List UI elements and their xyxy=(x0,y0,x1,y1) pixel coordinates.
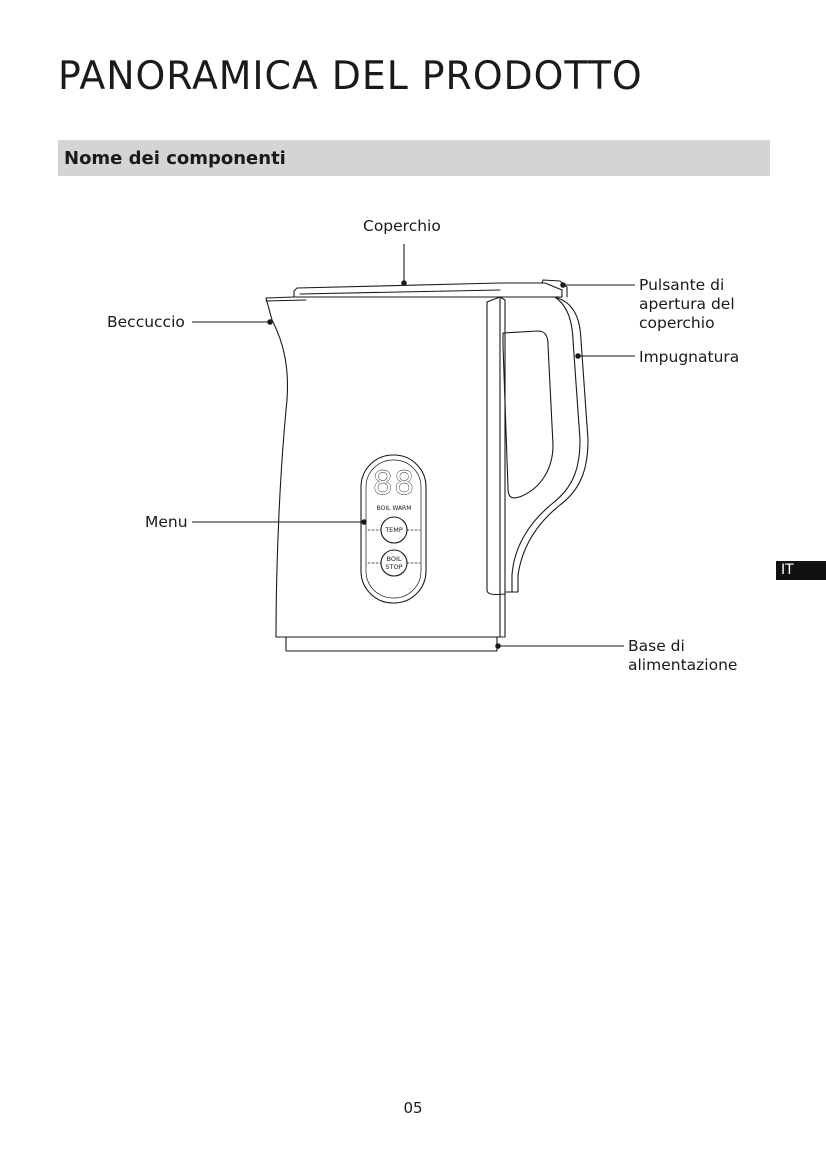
boil-button-label-line1: BOIL xyxy=(386,555,402,563)
label-power-base: Base di alimentazione xyxy=(628,637,738,674)
boil-button-label-line2: STOP xyxy=(385,563,403,571)
kettle-lid xyxy=(294,283,562,297)
language-tab xyxy=(776,561,826,580)
handle-grip-opening xyxy=(503,331,553,498)
temp-button-label: TEMP xyxy=(385,526,403,534)
label-handle: Impugnatura xyxy=(639,348,740,366)
label-menu: Menu xyxy=(145,513,188,531)
section-title: Nome dei componenti xyxy=(64,148,286,169)
page-number: 05 xyxy=(403,1099,423,1117)
temperature-display: 88 xyxy=(372,464,416,502)
language-tab-label: IT xyxy=(781,562,794,578)
label-lid: Coperchio xyxy=(363,217,441,235)
power-base xyxy=(286,637,497,651)
label-spout: Beccuccio xyxy=(107,313,185,331)
label-lid-button: Pulsante di apertura del coperchio xyxy=(639,276,735,332)
mode-indicators: BOIL WARM xyxy=(376,505,412,512)
kettle-handle xyxy=(500,297,588,592)
page-title: PANORAMICA DEL PRODOTTO xyxy=(58,54,643,99)
